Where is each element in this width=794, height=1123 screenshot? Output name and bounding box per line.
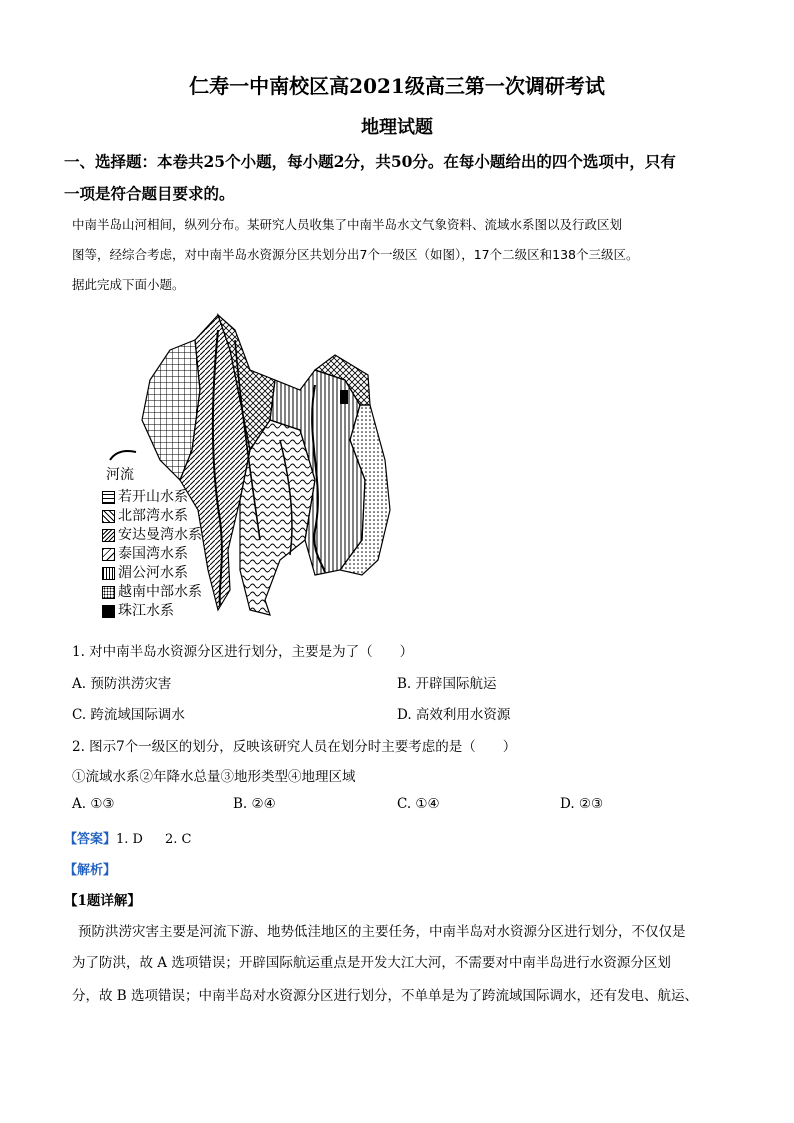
question-2-option-d: D. ②③ — [560, 796, 604, 812]
question-2-option-c: C. ①④ — [397, 796, 440, 812]
legend-item-label: 越南中部水系 — [118, 584, 202, 600]
section-heading-line1: 一、选择题：本卷共25个小题，每小题2分，共50分。在每小题给出的四个选项中，只有 — [64, 152, 676, 171]
intro-line2: 图等，经综合考虑，对中南半岛水资源分区共划分出7个一级区（如图），17个二级区和138个三级区。 — [72, 247, 639, 262]
legend-river-label: 河流 — [106, 467, 134, 483]
legend-swatch-wave — [102, 548, 115, 561]
legend-swatch-cross — [102, 510, 115, 523]
analysis-line3: 分，故 B 选项错误；中南半岛对水资源分区进行划分，不单单是为了跨流域国际调水，还有发电、航运、 — [72, 988, 699, 1004]
intro-line3: 据此完成下面小题。 — [72, 277, 185, 292]
analysis-heading: 【1题详解】 — [64, 893, 141, 909]
legend-item-label: 珠江水系 — [118, 603, 174, 619]
river-legend-icon — [108, 448, 138, 462]
exam-title: 仁寿一中南校区高2021级高三第一次调研考试 — [189, 74, 605, 98]
legend-swatch-vertical — [102, 567, 115, 580]
analysis-line2: 为了防洪，故 A 选项错误；开辟国际航运重点是开发大江大河，不需要对中南半岛进行水资源分区划 — [72, 955, 671, 971]
legend-item-label: 北部湾水系 — [118, 508, 188, 524]
question-1-option-b: B. 开辟国际航运 — [397, 676, 497, 692]
intro-line1: 中南半岛山河相间，纵列分布。某研究人员收集了中南半岛水文气象资料、流域水系图以及行政区划 — [72, 217, 623, 232]
analysis-line1: 预防洪涝灾害主要是河流下游、地势低洼地区的主要任务，中南半岛对水资源分区进行划分，不仅仅是 — [78, 924, 686, 940]
exam-subtitle: 地理试题 — [361, 117, 433, 138]
question-2-stem: 2. 图示7个一级区的划分，反映该研究人员在划分时主要考虑的是（ ） — [72, 739, 517, 755]
answer-q2: 2. C — [164, 832, 192, 847]
legend-item-label: 安达曼湾水系 — [118, 527, 202, 543]
section-heading-line2: 一项是符合题目要求的。 — [64, 184, 235, 203]
analysis-tag: 【解析】 — [64, 863, 117, 878]
legend-swatch-solid — [102, 605, 115, 618]
question-2-statements: ①流域水系②年降水总量③地形类型④地理区域 — [72, 769, 356, 785]
region-gulf-thailand — [240, 420, 315, 615]
answer-tag: 【答案】 — [64, 832, 117, 847]
legend-swatch-dots — [102, 586, 115, 599]
answer-q1: 1. D — [116, 832, 143, 847]
question-1-stem: 1. 对中南半岛水资源分区进行划分，主要是为了（ ） — [72, 644, 414, 660]
legend-swatch-diagonal — [102, 529, 115, 542]
legend-item-label: 若开山水系 — [118, 489, 188, 505]
legend-swatch-grid — [102, 491, 115, 504]
question-2-option-a: A. ①③ — [72, 796, 115, 812]
question-1-option-a: A. 预防洪涝灾害 — [72, 676, 172, 692]
question-1-option-d: D. 高效利用水资源 — [397, 707, 511, 723]
region-pearl-river — [340, 390, 348, 404]
legend-item-label: 泰国湾水系 — [118, 546, 188, 562]
question-2-option-b: B. ②④ — [233, 796, 276, 812]
answer-line — [64, 828, 191, 847]
legend-item-label: 湄公河水系 — [118, 565, 188, 581]
question-1-option-c: C. 跨流域国际调水 — [72, 707, 185, 723]
